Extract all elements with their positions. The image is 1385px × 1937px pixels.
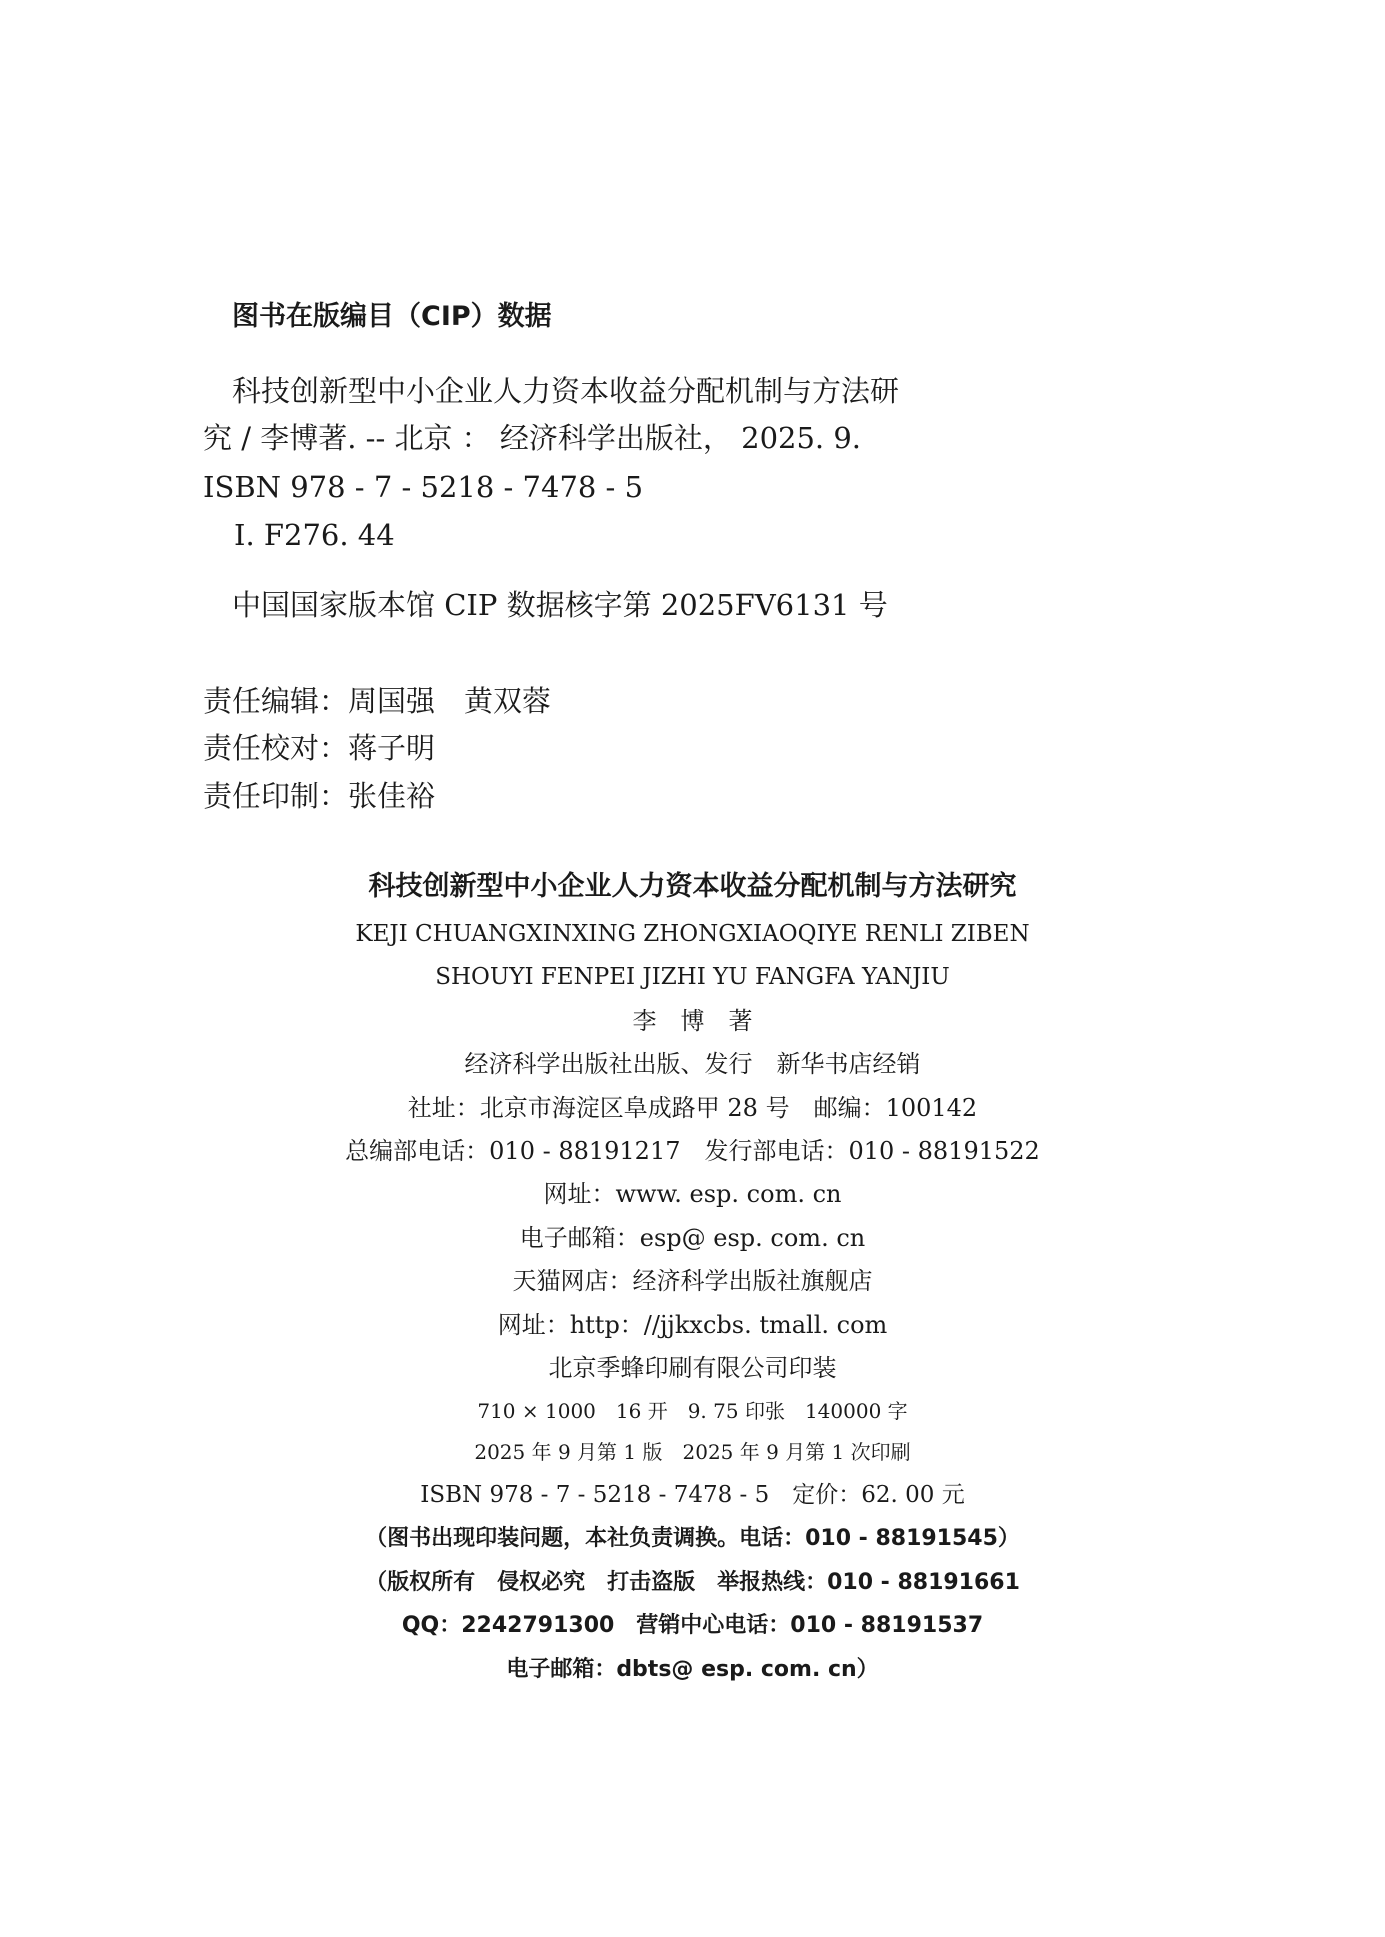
colophon-tmall-store: 天猫网店：经济科学出版社旗舰店: [512, 1267, 873, 1295]
colophon-tmall-url: 网址：http：//jjkxcbs. tmall. com: [497, 1311, 888, 1339]
colophon-isbn-price: ISBN 978 - 7 - 5218 - 7478 - 5 定价：62. 00 元: [420, 1482, 965, 1508]
cip-classification: Ⅰ. F276. 44: [234, 518, 395, 552]
cip-isbn: ISBN 978 - 7 - 5218 - 7478 - 5: [203, 470, 644, 504]
colophon-title: 科技创新型中小企业人力资本收益分配机制与方法研究: [368, 871, 1017, 902]
colophon-publisher: 经济科学出版社出版、发行 新华书店经销: [464, 1050, 921, 1078]
colophon-website: 网址：www. esp. com. cn: [543, 1180, 842, 1208]
colophon-notice-line-2: （版权所有 侵权必究 打击盗版 举报热线：010 - 88191661: [365, 1570, 1020, 1595]
responsible-printing: 责任印制：张佳裕: [203, 779, 436, 813]
colophon-address: 社址：北京市海淀区阜成路甲 28 号 邮编：100142: [407, 1094, 978, 1122]
responsible-editor: 责任编辑：周国强 黄双蓉: [203, 684, 552, 718]
colophon-notice-line-3: QQ：2242791300 营销中心电话：010 - 88191537: [401, 1613, 984, 1638]
colophon-specs: 710 × 1000 16 开 9. 75 印张 140000 字: [477, 1399, 908, 1423]
colophon-notice-line-1: （图书出现印装问题，本社负责调换。电话：010 - 88191545）: [365, 1526, 1020, 1551]
cip-number: 中国国家版本馆 CIP 数据核字第 2025FV6131 号: [232, 588, 888, 622]
colophon-edition: 2025 年 9 月第 1 版 2025 年 9 月第 1 次印刷: [474, 1440, 911, 1464]
colophon-pinyin-line-2: SHOUYI FENPEI JIZHI YU FANGFA YANJIU: [435, 964, 950, 990]
colophon-phones: 总编部电话：010 - 88191217 发行部电话：010 - 88191522: [345, 1137, 1040, 1165]
cip-heading: 图书在版编目（CIP）数据: [232, 301, 552, 332]
colophon-printer: 北京季蜂印刷有限公司印装: [548, 1354, 837, 1382]
cip-book-title-line-1: 科技创新型中小企业人力资本收益分配机制与方法研: [232, 374, 900, 408]
colophon-author: 李 博 著: [632, 1007, 753, 1035]
colophon-email: 电子邮箱：esp@ esp. com. cn: [519, 1224, 866, 1252]
responsible-proofreader: 责任校对：蒋子明: [203, 731, 436, 765]
colophon-notice-line-4: 电子邮箱：dbts@ esp. com. cn）: [506, 1657, 879, 1682]
colophon-pinyin-line-1: KEJI CHUANGXINXING ZHONGXIAOQIYE RENLI ZIBEN: [355, 921, 1030, 947]
cip-book-title-line-2: 究 / 李博著. -- 北京 ： 经济科学出版社， 2025. 9.: [203, 421, 862, 455]
